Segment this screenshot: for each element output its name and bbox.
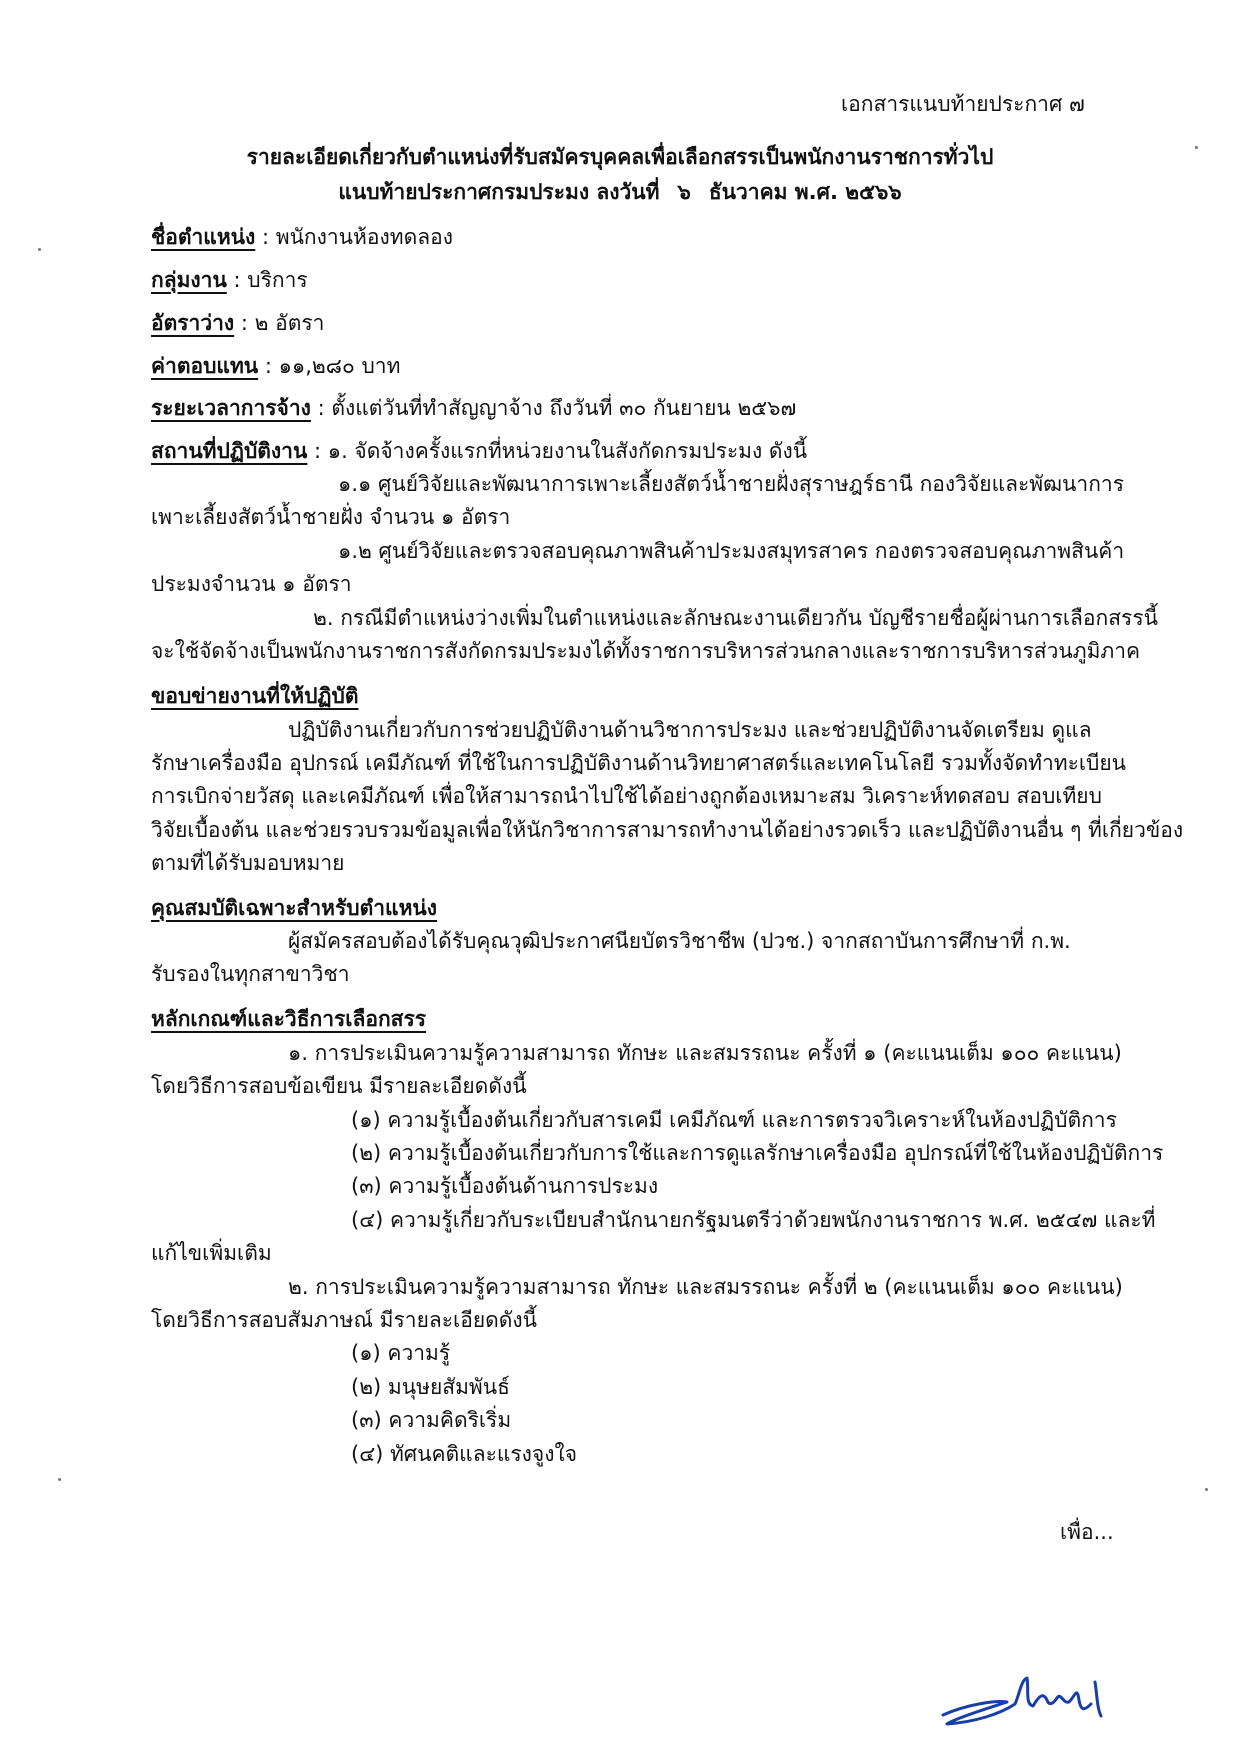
pay-field bbox=[151, 352, 400, 380]
pay-label: ค่าตอบแทน bbox=[151, 354, 259, 378]
criteria-2-line2: โดยวิธีการสอบสัมภาษณ์ มีรายละเอียดดังนี้ bbox=[151, 1308, 538, 1332]
subtitle-suffix: ธันวาคม พ.ศ. ๒๕๖๖ bbox=[708, 180, 902, 204]
scan-speck bbox=[38, 248, 41, 251]
criteria-2-item: (๓) ความคิดริเริ่ม bbox=[351, 1408, 512, 1432]
location-2-line1: ๒. กรณีมีตำแหน่งว่างเพิ่มในตำแหน่งและลักษณะงานเดียวกัน บัญชีรายชื่อผู้ผ่านการเลือกสรรนี้ bbox=[313, 606, 1158, 630]
period-value: : ตั้งแต่วันที่ทำสัญญาจ้าง ถึงวันที่ ๓๐ กันยายน ๒๕๖๗ bbox=[310, 396, 797, 420]
position-field bbox=[151, 223, 453, 251]
scan-speck bbox=[58, 1478, 61, 1481]
scan-speck bbox=[1205, 1488, 1208, 1491]
location-1-1-line2: เพาะเลี้ยงสัตว์น้ำชายฝั่ง จำนวน ๑ อัตรา bbox=[151, 505, 511, 529]
criteria-2-item: (๑) ความรู้ bbox=[351, 1341, 451, 1365]
location-1-1-line1: ๑.๑ ศูนย์วิจัยและพัฒนาการเพาะเลี้ยงสัตว์น้ำชายฝั่งสุราษฎร์ธานี กองวิจัยและพัฒนาการ bbox=[338, 472, 1124, 496]
position-value: : พนักงานห้องทดลอง bbox=[255, 225, 453, 249]
location-1-2-line2: ประมงจำนวน ๑ อัตรา bbox=[151, 572, 352, 596]
group-value: : บริการ bbox=[226, 268, 308, 292]
continued-marker: เพื่อ... bbox=[1060, 1520, 1114, 1544]
vacancy-label: อัตราว่าง bbox=[151, 311, 235, 335]
criteria-1-tail: แก้ไขเพิ่มเติม bbox=[151, 1241, 272, 1265]
vacancy-value: : ๒ อัตรา bbox=[234, 311, 325, 335]
criteria-2-item: (๒) มนุษยสัมพันธ์ bbox=[351, 1375, 510, 1399]
period-field bbox=[151, 394, 796, 422]
criteria-1-item: (๒) ความรู้เบื้องต้นเกี่ยวกับการใช้และการดูแลรักษาเครื่องมือ อุปกรณ์ที่ใช้ในห้องปฏิบัติการ bbox=[351, 1141, 1164, 1165]
scope-line: การเบิกจ่ายวัสดุ และเคมีภัณฑ์ เพื่อให้สามารถนำไปใช้ได้อย่างถูกต้องเหมาะสม วิเคราะห์ทดสอบ สอบเทียบ bbox=[151, 784, 1102, 808]
scope-line: รักษาเครื่องมือ อุปกรณ์ เคมีภัณฑ์ ที่ใช้ในการปฏิบัติงานด้านวิทยาศาสตร์และเทคโนโลยี รวมทั้งจัดทำทะเบียน bbox=[151, 751, 1127, 775]
subtitle-day: ๖ bbox=[677, 180, 691, 204]
scope-line: วิจัยเบื้องต้น และช่วยรวบรวมข้อมูลเพื่อให้นักวิชาการสามารถทำงานได้อย่างรวดเร็ว และปฏิบัติงานอื่น ๆ ที่เกี่ยวข้อง bbox=[151, 818, 1184, 842]
criteria-1-line2: โดยวิธีการสอบข้อเขียน มีรายละเอียดดังนี้ bbox=[151, 1074, 527, 1098]
qualification-line: ผู้สมัครสอบต้องได้รับคุณวุฒิประกาศนียบัตรวิชาชีพ (ปวช.) จากสถาบันการศึกษาที่ ก.พ. bbox=[288, 929, 1071, 953]
criteria-1-item: (๔) ความรู้เกี่ยวกับระเบียบสำนักนายกรัฐมนตรีว่าด้วยพนักงานราชการ พ.ศ. ๒๕๔๗ และที่ bbox=[351, 1208, 1156, 1232]
qualification-line: รับรองในทุกสาขาวิชา bbox=[151, 962, 350, 986]
location-field bbox=[151, 437, 807, 465]
criteria-2-line1: ๒. การประเมินความรู้ความสามารถ ทักษะ และสมรรถนะ ครั้งที่ ๒ (คะแนนเต็ม ๑๐๐ คะแนน) bbox=[288, 1275, 1123, 1299]
location-label: สถานที่ปฏิบัติงาน bbox=[151, 439, 308, 463]
group-label: กลุ่มงาน bbox=[151, 268, 227, 292]
location-value: : ๑. จัดจ้างครั้งแรกที่หน่วยงานในสังกัดกรมประมง ดังนี้ bbox=[307, 439, 808, 463]
attachment-label: เอกสารแนบท้ายประกาศ ๗ bbox=[841, 92, 1085, 116]
pay-value: : ๑๑,๒๘๐ บาท bbox=[258, 354, 401, 378]
criteria-1-item: (๓) ความรู้เบื้องต้นด้านการประมง bbox=[351, 1174, 659, 1198]
criteria-1-item: (๑) ความรู้เบื้องต้นเกี่ยวกับสารเคมี เคมีภัณฑ์ และการตรวจวิเคราะห์ในห้องปฏิบัติการ bbox=[351, 1108, 1117, 1132]
scope-heading: ขอบข่ายงานที่ให้ปฏิบัติ bbox=[151, 684, 359, 708]
position-label: ชื่อตำแหน่ง bbox=[151, 225, 256, 249]
document-subtitle bbox=[0, 178, 1240, 206]
criteria-1-line1: ๑. การประเมินความรู้ความสามารถ ทักษะ และสมรรถนะ ครั้งที่ ๑ (คะแนนเต็ม ๑๐๐ คะแนน) bbox=[288, 1041, 1122, 1065]
location-2-line2: จะใช้จัดจ้างเป็นพนักงานราชการสังกัดกรมประมงได้ทั้งราชการบริหารส่วนกลางและราชการบริหารส่วนภูมิภาค bbox=[151, 639, 1141, 663]
group-field bbox=[151, 266, 308, 294]
criteria-heading: หลักเกณฑ์และวิธีการเลือกสรร bbox=[151, 1007, 427, 1031]
vacancy-field bbox=[151, 309, 324, 337]
document-title: รายละเอียดเกี่ยวกับตำแหน่งที่รับสมัครบุคคลเพื่อเลือกสรรเป็นพนักงานราชการทั่วไป bbox=[246, 145, 994, 169]
subtitle-prefix: แนบท้ายประกาศกรมประมง ลงวันที่ bbox=[338, 180, 660, 204]
scan-speck bbox=[1195, 146, 1198, 149]
location-1-2-line1: ๑.๒ ศูนย์วิจัยและตรวจสอบคุณภาพสินค้าประมงสมุทรสาคร กองตรวจสอบคุณภาพสินค้า bbox=[338, 539, 1125, 563]
criteria-2-item: (๔) ทัศนคติและแรงจูงใจ bbox=[351, 1442, 578, 1466]
period-label: ระยะเวลาการจ้าง bbox=[151, 396, 311, 420]
scope-line: ปฏิบัติงานเกี่ยวกับการช่วยปฏิบัติงานด้านวิชาการประมง และช่วยปฏิบัติงานจัดเตรียม ดูแล bbox=[288, 718, 1092, 742]
scope-line: ตามที่ได้รับมอบหมาย bbox=[151, 851, 345, 875]
qualification-heading: คุณสมบัติเฉพาะสำหรับตำแหน่ง bbox=[151, 896, 438, 920]
signature bbox=[935, 1660, 1120, 1740]
